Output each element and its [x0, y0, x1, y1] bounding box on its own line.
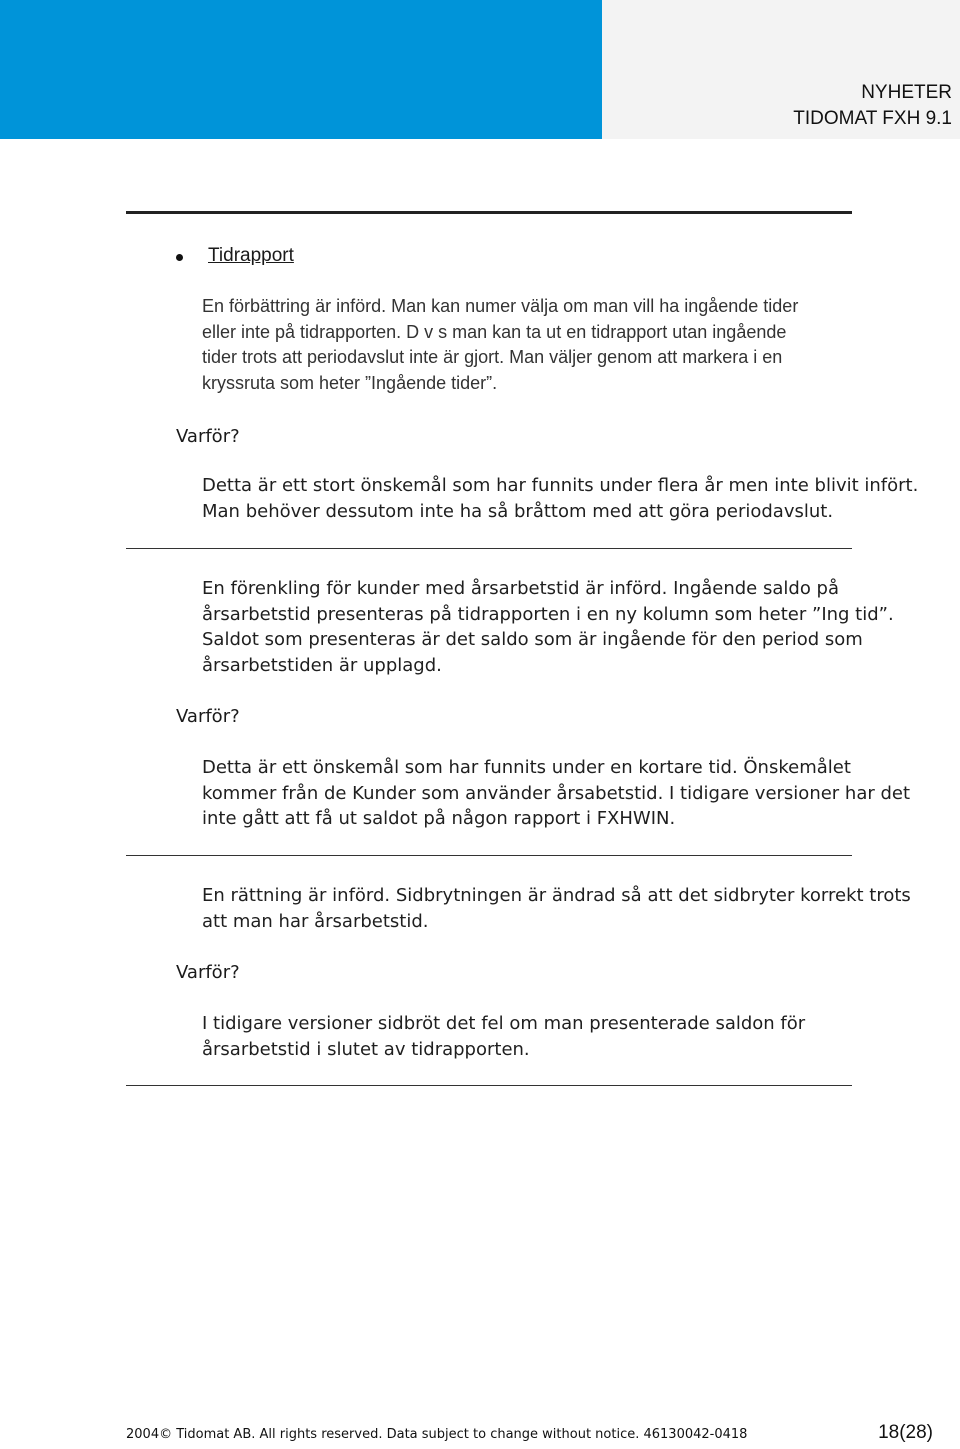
bullet-dot: [176, 254, 183, 261]
item-3-text: En rättning är införd. Sidbrytningen är ändrad så att det sidbryter korrekt trots att man har årsarbetstid.: [202, 885, 911, 932]
header-line-2: TIDOMAT FXH 9.1: [793, 108, 952, 129]
page-number: 18(28): [878, 1422, 933, 1443]
header-title: [793, 80, 952, 132]
item-2-text: En förenkling för kunder med årsarbetstid är införd. Ingående saldo på årsarbetstid presenteras på tidrapporten i en ny kolumn som heter ”Ing tid”. Saldot som presenteras är det saldo som är ingående för den period som årsarbetstiden är upplagd.: [202, 578, 894, 676]
item-1-why-label: Varför?: [176, 426, 240, 447]
header-line-1: NYHETER: [861, 82, 952, 103]
item-3-why-text: I tidigare versioner sidbröt det fel om man presenterade saldon för årsarbetstid i slutet av tidrapporten.: [202, 1013, 806, 1060]
top-divider: [126, 211, 852, 214]
header-blue-band: [0, 0, 602, 139]
item-1-why-text: Detta är ett stort önskemål som har funnits under flera år men inte blivit infört. Man behöver dessutom inte ha så bråttom med att göra periodavslut.: [202, 475, 919, 522]
item-3-why-label: Varför?: [176, 962, 240, 983]
divider-1: [126, 548, 852, 549]
item-2-why-label: Varför?: [176, 706, 240, 727]
item-1-text: En förbättring är införd. Man kan numer välja om man vill ha ingående tider eller inte på tidrapporten. D v s man kan ta ut en tidrapport utan ingående tider trots att periodavslut inte är gjort. Man väljer genom att markera i en kryssruta som heter ”Ingående tider”.: [202, 296, 799, 393]
footer-copyright: 2004© Tidomat AB. All rights reserved. Data subject to change without notice. 46130042-0418: [126, 1427, 748, 1442]
item-2-why-text: Detta är ett önskemål som har funnits under en kortare tid. Önskemålet kommer från de Kunder som använder årsabetstid. I tidigare versioner har det inte gått att få ut saldot på någon rapport i FXHWIN.: [202, 757, 911, 829]
divider-2: [126, 855, 852, 856]
divider-3: [126, 1085, 852, 1086]
section-heading: Tidrapport: [208, 245, 294, 266]
